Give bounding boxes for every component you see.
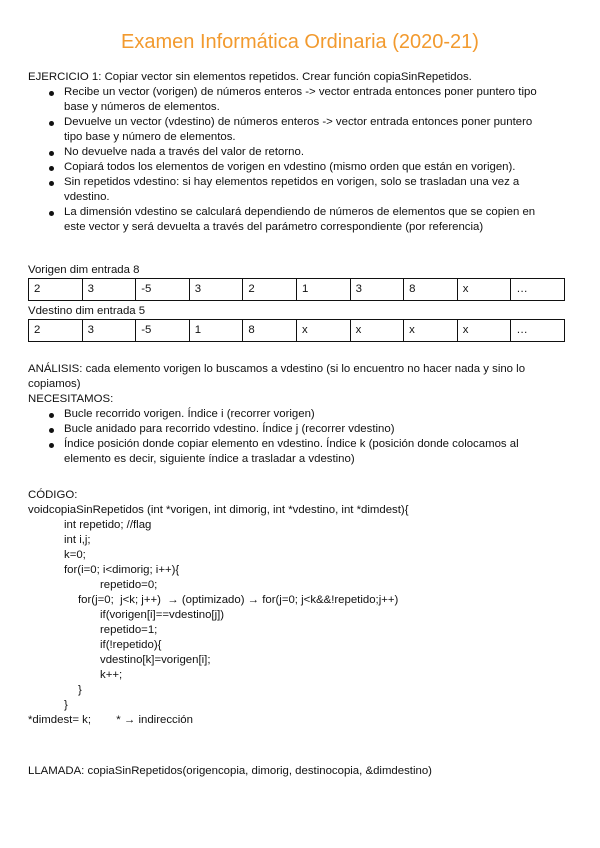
table-cell: 8 [404,279,458,301]
list-item [28,437,574,467]
call-section [28,764,574,779]
list-item [28,175,574,205]
list-item [28,85,574,115]
code-section [28,488,574,728]
bullet-line: Devuelve un vector (vdestino) de números enteros -> vector entrada entonces poner puntero [64,116,533,128]
table-cell: x [404,320,458,342]
table-cell: 3 [350,279,404,301]
code-line: } [78,684,82,696]
table-row [29,279,565,301]
bullet-line: Bucle recorrido vorigen. Índice i (recorrer vorigen) [64,408,315,420]
code-line: if(!repetido){ [100,639,162,651]
code-line: } [64,699,68,711]
table-cell: 3 [189,279,243,301]
bullet-line: Recibe un vector (vorigen) de números enteros -> vector entrada entonces poner puntero tipo [64,86,537,98]
table-cell: x [296,320,350,342]
list-item [28,115,574,145]
bullet-line: La dimensión vdestino se calculará dependiendo de números de elementos que se copien en [64,206,536,218]
code-line: repetido=0; [100,579,158,591]
code-line: int repetido; //flag [64,519,152,531]
code-line: int i,j; [64,534,91,546]
exercise-bullet-list [28,85,574,235]
code-line: voidcopiaSinRepetidos (int *vorigen, int dimorig, int *vdestino, int *dimdest){ [28,504,409,516]
table-cell: 2 [29,320,83,342]
table-cell: 8 [243,320,297,342]
table-cell: 2 [29,279,83,301]
bullet-line: elemento es decir, siguiente índice a trasladar a vdestino) [64,453,355,465]
list-item [28,422,574,437]
table-cell: x [457,279,511,301]
table-row [29,320,565,342]
bullet-line: base y números de elementos. [64,101,220,113]
bullet-line: Índice posición donde copiar elemento en vdestino. Índice k (posición donde colocamos al [64,438,519,450]
analysis-line: copiamos) [28,378,81,390]
call-line: LLAMADA: copiaSinRepetidos(origencopia, dimorig, destinocopia, &dimdestino) [28,765,432,777]
exercise-section [28,70,574,235]
table-cell: … [511,279,565,301]
list-item [28,407,574,422]
bullet-line: vdestino. [64,191,110,203]
table-cell: -5 [136,279,190,301]
vdestino-table [28,319,565,342]
code-line: k=0; [64,549,86,561]
code-line: k++; [100,669,123,681]
vorigen-label: Vorigen dim entrada 8 [28,264,140,276]
needs-heading: NECESITAMOS: [28,393,114,405]
bullet-line: este vector y será devuelta a través del parámetro correspondiente (por referencia) [64,221,484,233]
code-line: for(j=0; j<k; j++) → (optimizado) → for(j=0; j<k&&!repetido;j++) [78,594,399,606]
vorigen-table [28,278,565,301]
vdestino-label: Vdestino dim entrada 5 [28,305,146,317]
bullet-line: Sin repetidos vdestino: si hay elementos repetidos en vorigen, solo se trasladan una vez a [64,176,520,188]
list-item [28,145,574,160]
table-cell: … [511,320,565,342]
analysis-section [28,362,574,467]
table-cell: 3 [82,279,136,301]
table-cell: 1 [189,320,243,342]
table-cell: 2 [243,279,297,301]
table-cell: 3 [82,320,136,342]
list-item [28,160,574,175]
bullet-line: No devuelve nada a través del valor de retorno. [64,146,304,158]
table-cell: 1 [296,279,350,301]
bullet-line: Copiará todos los elementos de vorigen en vdestino (mismo orden que están en vorigen). [64,161,516,173]
table-cell: -5 [136,320,190,342]
vdestino-section [28,304,574,342]
exercise-heading: EJERCICIO 1: Copiar vector sin elementos repetidos. Crear función copiaSinRepetidos. [28,71,472,83]
code-line: repetido=1; [100,624,158,636]
table-cell: x [350,320,404,342]
code-heading: CÓDIGO: [28,489,78,501]
list-item [28,205,574,235]
vorigen-section [28,263,574,301]
page-title: Examen Informática Ordinaria (2020-21) [121,31,479,53]
bullet-line: Bucle anidado para recorrido vdestino. Índice j (recorrer vdestino) [64,423,395,435]
code-line: if(vorigen[i]==vdestino[j]) [100,609,225,621]
code-line: for(i=0; i<dimorig; i++){ [64,564,180,576]
bullet-line: tipo base y número de elementos. [64,131,236,143]
analysis-line: ANÁLISIS: cada elemento vorigen lo buscamos a vdestino (si lo encuentro no hacer nada y sino lo [28,363,526,375]
needs-bullet-list [28,407,574,467]
table-cell: x [457,320,511,342]
code-line: *dimdest= k; * → indirección [28,714,193,726]
code-line: vdestino[k]=vorigen[i]; [100,654,211,666]
